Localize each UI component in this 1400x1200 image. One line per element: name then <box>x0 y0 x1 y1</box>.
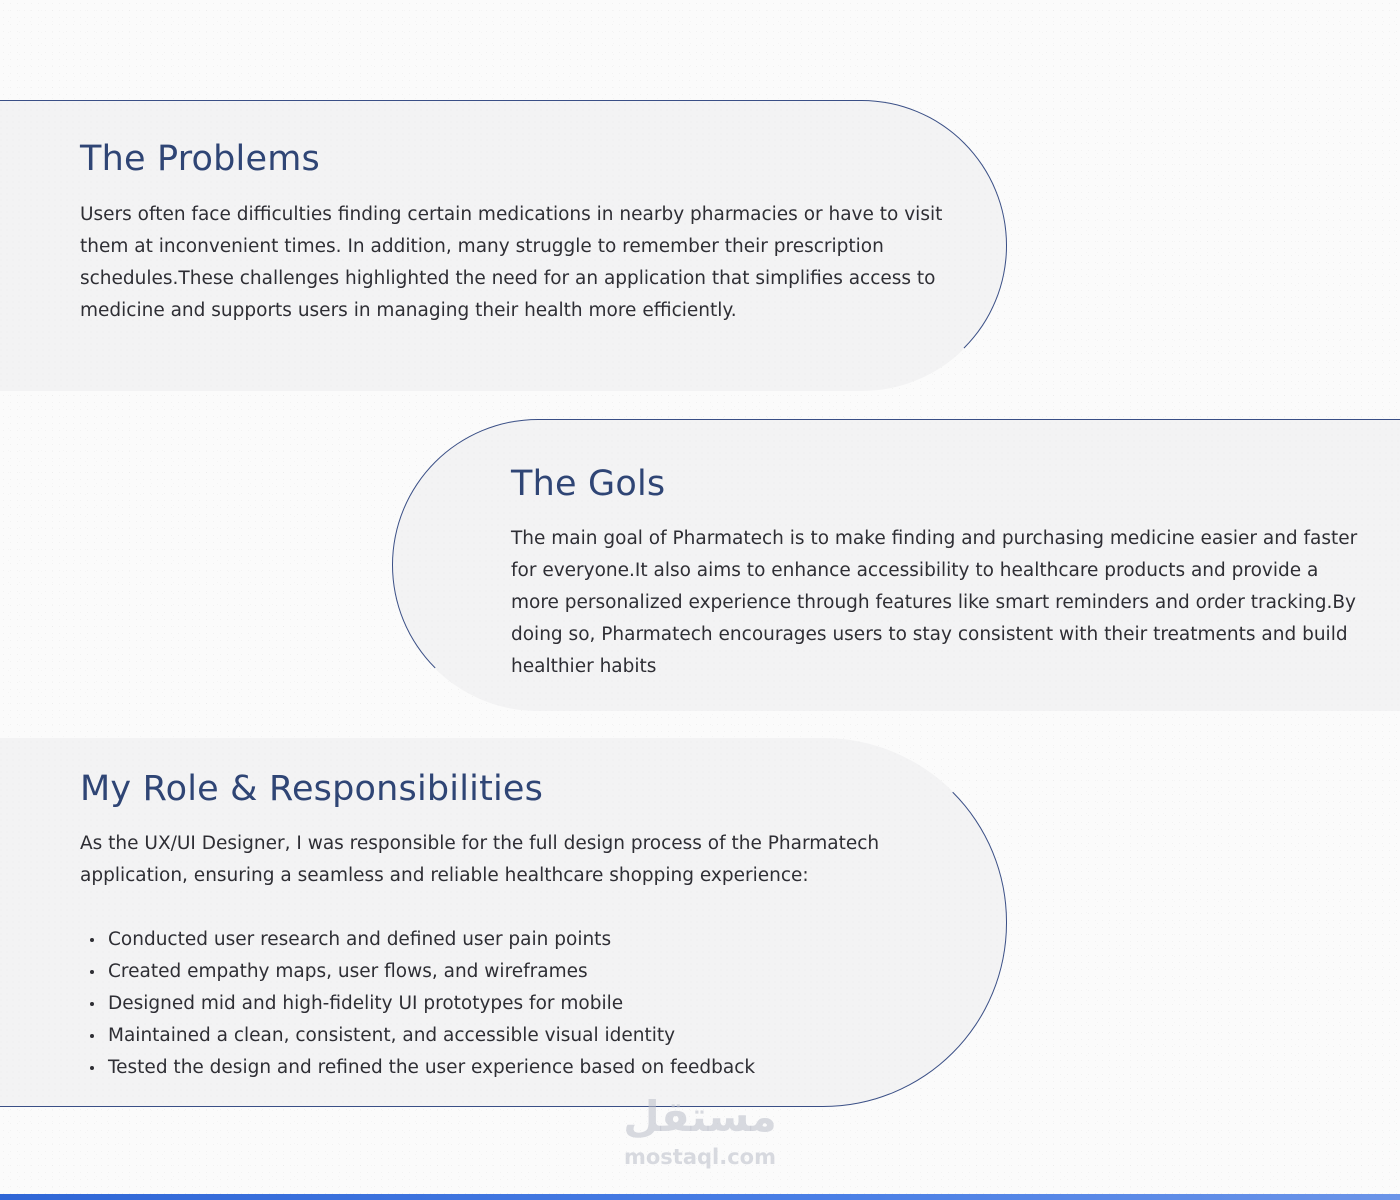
goals-paragraph: The main goal of Pharmatech is to make finding and purchasing medicine easier and faster for everyone.It also aims to enhance accessibility to healthcare products and provide a more personalized experience through features like smart reminders and order tracking.By doing so, Pharmatech encourages users to stay consistent with their treatments and build healthier habits <box>511 528 1358 677</box>
problems-paragraph: Users often face difficulties finding certain medications in nearby pharmacies or have to visit them at inconvenient times. In addition, many struggle to remember their prescription schedules.These challenges highlighted the need for an application that simplifies access to medicine and supports users in managing their health more efficiently. <box>80 204 943 321</box>
responsibilities-list <box>80 924 755 1084</box>
goals-card <box>392 419 1400 711</box>
list-item-text: Conducted user research and defined user pain points <box>108 929 612 950</box>
role-heading: My Role & Responsibilities <box>80 769 544 809</box>
problems-card <box>0 100 1007 391</box>
list-item-text: Tested the design and refined the user experience based on feedback <box>108 1057 756 1078</box>
goals-heading: The Gols <box>511 464 666 504</box>
list-item-text: Maintained a clean, consistent, and accessible visual identity <box>108 1025 676 1046</box>
bullet-icon <box>90 1034 94 1038</box>
bullet-icon <box>90 1002 94 1006</box>
bullet-icon <box>90 938 94 942</box>
list-item-text: Created empathy maps, user flows, and wireframes <box>108 961 588 982</box>
list-item <box>80 1052 755 1084</box>
problems-heading: The Problems <box>80 139 320 179</box>
list-item <box>80 924 755 956</box>
watermark-latin-text: mostaql.com <box>624 1145 776 1169</box>
watermark-arabic-text: مستقل <box>623 1092 777 1141</box>
bottom-accent-bar <box>0 1194 1400 1200</box>
list-item <box>80 988 755 1020</box>
list-item-text: Designed mid and high-fidelity UI prototypes for mobile <box>108 993 624 1014</box>
role-intro-paragraph: As the UX/UI Designer, I was responsible for the full design process of the Pharmatech application, ensuring a seamless and reliable healthcare shopping experience: <box>80 833 880 886</box>
role-card <box>0 738 1007 1107</box>
mostaql-watermark <box>600 1090 800 1170</box>
bullet-icon <box>90 1066 94 1070</box>
list-item <box>80 956 755 988</box>
bullet-icon <box>90 970 94 974</box>
list-item <box>80 1020 755 1052</box>
